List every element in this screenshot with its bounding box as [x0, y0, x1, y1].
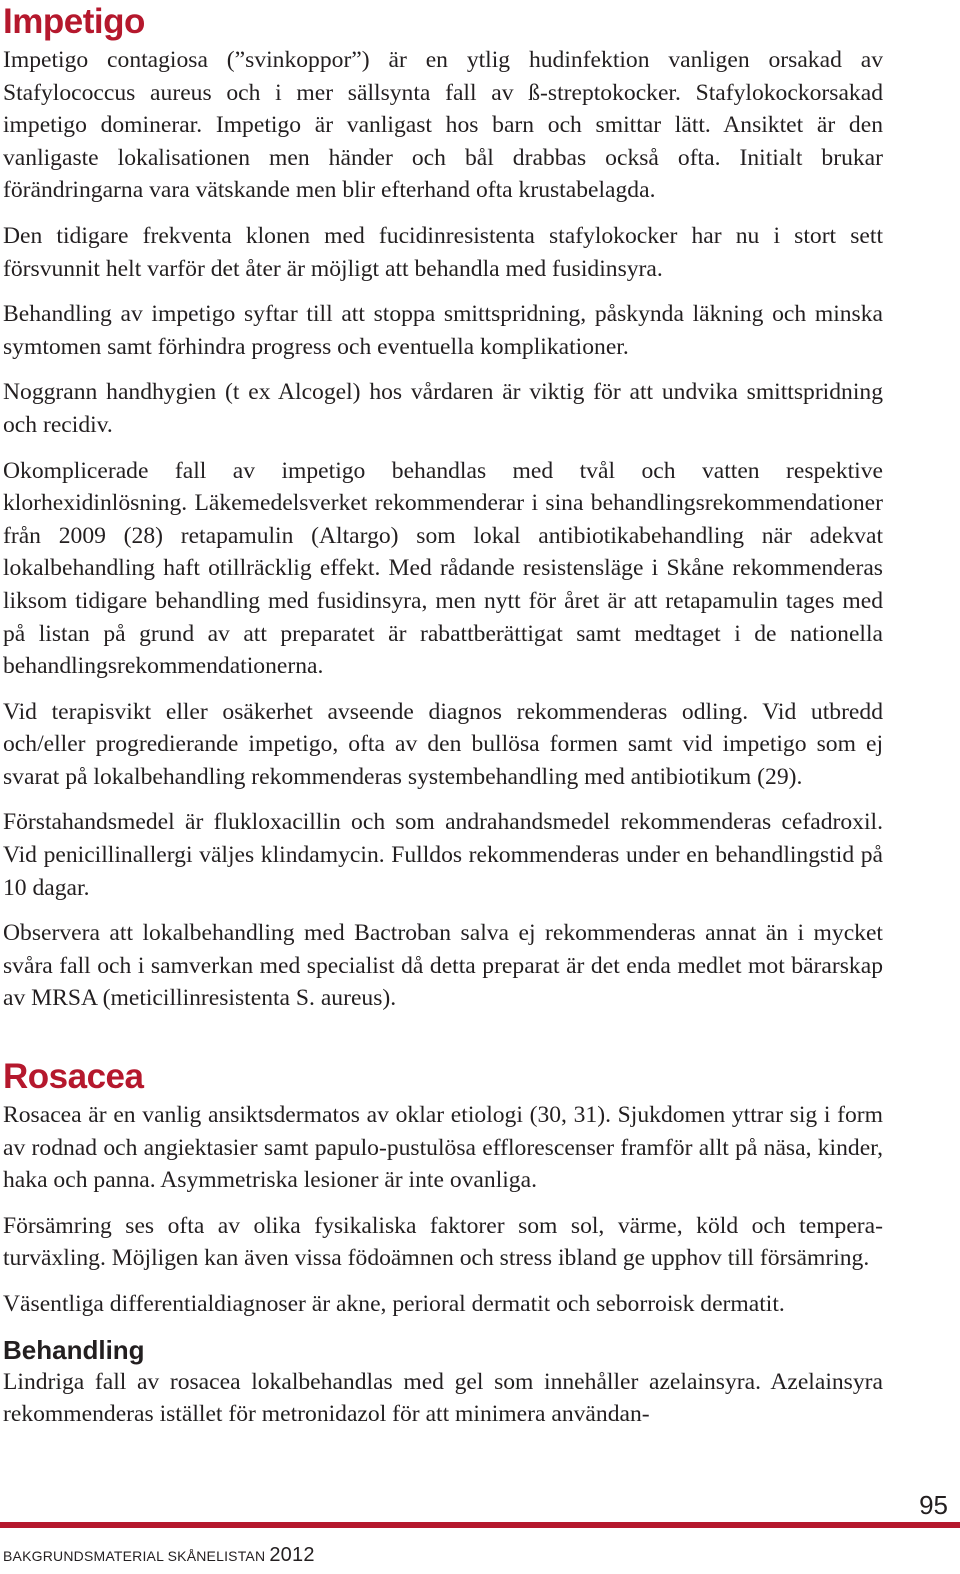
impetigo-paragraph-2: Den tidigare frekventa klonen med fucidinresistenta stafylokocker har nu i stort sett försvunnit helt varför det åter är möjligt att behandla med fusidinsyra.	[3, 222, 883, 282]
impetigo-paragraph-8: Observera att lokalbehandling med Bactroban salva ej rekommenderas annat än i mycket svåra fall och i samverkan med specialist då detta preparat är det enda medlet mot bärarskap av MRSA (meticillinresistenta S. aureus).	[3, 920, 883, 1012]
impetigo-paragraph-7: Förstahandsmedel är flukloxacillin och som andrahandsmedel rekommenderas cefadroxil. Vid penicillinallergi väljes klindamycin. Fulldos rekommenderas under en behandlingstid på 10 dagar.	[3, 809, 883, 901]
footer-rule	[0, 1522, 960, 1528]
document-page	[3, 0, 883, 1431]
impetigo-paragraph-5: Okomplicerade fall av impetigo behandlas med tvål och vatten respektive klorhexidinlösning. Läkemedelsverket rekommenderar i sina behandlingsrekommendationer från 2009 (28) retapamulin (Altargo) som lokal antibiotikabehandling när adekvat lokalbehandling haft otillräcklig effekt. Med rådande resistensläge i Skåne rekommenderas liksom tidigare behandling med fusidinsyra, men nytt för året är att retapamulin tages med på listan på grund av att preparatet är rabattberättigat samt medtaget i de nationella behandlingsrekommendationerna.	[3, 457, 883, 680]
footer-label	[3, 1544, 315, 1567]
rosacea-paragraph-3: Väsentliga differentialdiagnoser är akne, perioral dermatit och seborroisk dermatit.	[3, 1291, 785, 1317]
footer-publication-title: BAKGRUNDSMATERIAL SKÅNELISTAN	[3, 1548, 266, 1564]
impetigo-paragraph-3: Behandling av impetigo syftar till att stoppa smittspridning, påskynda läkning och minska symtomen samt förhindra progress och eventuella komplikationer.	[3, 301, 883, 360]
behandling-paragraph-1: Lindriga fall av rosacea lokalbehandlas med gel som innehåller azelainsyra. Azelainsyra rekommenderas istället för metronidazol för att minimera användan-	[3, 1368, 883, 1428]
subsection-title-behandling: Behandling	[3, 1334, 145, 1365]
impetigo-paragraph-1: Impetigo contagiosa (”svinkoppor”) är en ytlig hudinfektion vanligen orsakad av Stafylococcus aureus och i mer sällsynta fall av ß-streptokocker. Stafylokockorsakad impetigo dominerar. Impetigo är vanligast hos barn och smittar lätt. Ansiktet är den vanligaste lokalisationen men händer och bål drabbas också ofta. Initialt brukar förändringarna vara vätskande men blir efterhand ofta krustabelagda.	[3, 47, 883, 204]
rosacea-paragraph-1: Rosacea är en vanlig ansiktsdermatos av oklar etiologi (30, 31). Sjukdomen yttrar sig i form av rodnad och angiektasier samt papulo-pustulösa efflorescenser framför allt på näsa, kinder, haka och panna. Asymmetriska lesioner är inte ovanliga.	[3, 1102, 883, 1194]
rosacea-paragraph-2: Försämring ses ofta av olika fysikaliska faktorer som sol, värme, köld och temperaturväxling. Möjligen kan även vissa födoämnen och stress ibland ge upphov till försämring.	[3, 1212, 883, 1272]
footer-year: 2012	[269, 1544, 315, 1566]
impetigo-paragraph-4: Noggrann handhygien (t ex Alcogel) hos vårdaren är viktig för att undvika smittspridning och recidiv.	[3, 379, 883, 438]
page-number: 95	[919, 1490, 948, 1520]
impetigo-paragraph-6: Vid terapisvikt eller osäkerhet avseende diagnos rekommenderas odling. Vid utbredd och/eller progredierande impetigo, ofta av den bullösa formen samt vid impetigo som ej svarat på lokalbehandling rekommenderas systembehandling med antibiotikum (29).	[3, 698, 883, 790]
section-title-impetigo: Impetigo	[3, 2, 145, 41]
section-title-rosacea: Rosacea	[3, 1057, 144, 1097]
